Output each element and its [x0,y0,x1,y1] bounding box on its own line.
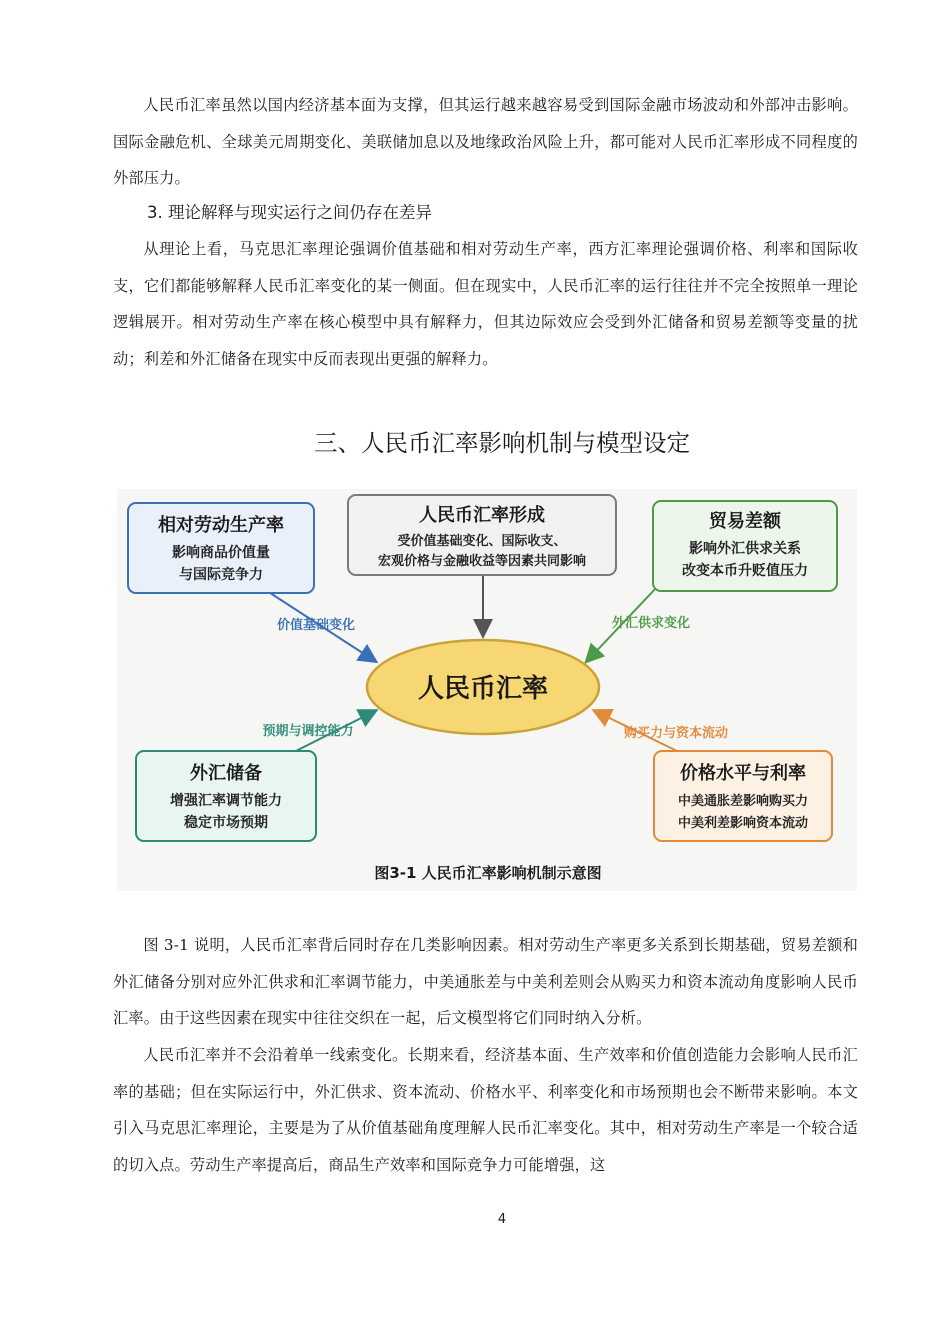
box-trade-balance-line1: 影响外汇供求关系 [689,541,801,557]
paragraph-figure-explanation: 图 3-1 说明，人民币汇率背后同时存在几类影响因素。相对劳动生产率更多关系到长期基础，贸易差额和外汇储备分别对应外汇供求和汇率调节能力，中美通胀差与中美利差则会从购买力和资本流动角度影响人民币汇率。由于这些因素在现实中往往交织在一起，后文模型将它们同时纳入分析。 [113,936,858,1027]
section-title: 三、人民币汇率影响机制与模型设定 [314,429,690,457]
box-productivity-line2: 与国际竞争力 [179,567,263,583]
mechanism-figure [117,489,857,891]
mechanism-diagram [117,489,857,891]
box-price-rate-line1: 中美通胀差影响购买力 [677,794,809,809]
box-reserves-line1: 增强汇率调节能力 [170,793,282,809]
box-reserves-line2: 稳定市场预期 [184,815,268,831]
box-reserves-title: 外汇储备 [190,763,262,784]
hub-label: 人民币汇率 [417,674,549,704]
page-number: 4 [497,1212,507,1227]
arrow-label-fx-supply: 外汇供求变化 [611,616,691,631]
paragraph-theory-vs-reality: 从理论上看，马克思汇率理论强调价值基础和相对劳动生产率，西方汇率理论强调价格、利率和国际收支，它们都能够解释人民币汇率变化的某一侧面。但在现实中，人民币汇率的运行往往并不完全按照单一理论逻辑展开。相对劳动生产率在核心模型中具有解释力，但其边际效应会受到外汇储备和贸易差额等变量的扰动；利差和外汇储备在现实中反而表现出更强的解释力。 [113,240,858,368]
box-productivity-title: 相对劳动生产率 [158,515,284,536]
box-productivity-line1: 影响商品价值量 [172,545,270,561]
box-trade-balance-title: 贸易差额 [709,511,781,532]
box-formation-line2: 宏观价格与金融收益等因素共同影响 [377,554,587,569]
box-formation-line1: 受价值基础变化、国际收支、 [397,534,567,549]
box-price-rate-title: 价格水平与利率 [680,763,806,784]
subsection-heading: 3. 理论解释与现实运行之间仍存在差异 [147,203,432,222]
box-trade-balance-line2: 改变本币升贬值压力 [682,563,808,579]
arrow-label-value-basis: 价值基础变化 [276,618,356,633]
box-formation-title: 人民币汇率形成 [419,505,545,526]
arrow-label-expectation: 预期与调控能力 [262,724,354,739]
figure-caption: 图3-1 人民币汇率影响机制示意图 [374,864,602,882]
paragraph-mechanism-intro: 人民币汇率并不会沿着单一线索变化。长期来看，经济基本面、生产效率和价值创造能力会影响人民币汇率的基础；但在实际运行中，外汇供求、资本流动、价格水平、利率变化和市场预期也会不断带来影响。本文引入马克思汇率理论，主要是为了从价值基础角度理解人民币汇率变化。其中，相对劳动生产率是一个较合适的切入点。劳动生产率提高后，商品生产效率和国际竞争力可能增强，这 [113,1046,858,1174]
arrow-label-purchasing-power: 购买力与资本流动 [623,726,729,741]
box-price-rate-line2: 中美利差影响资本流动 [677,816,809,831]
paragraph-external-pressure: 人民币汇率虽然以国内经济基本面为支撑，但其运行越来越容易受到国际金融市场波动和外部冲击影响。国际金融危机、全球美元周期变化、美联储加息以及地缘政治风险上升，都可能对人民币汇率形成不同程度的外部压力。 [113,96,858,187]
